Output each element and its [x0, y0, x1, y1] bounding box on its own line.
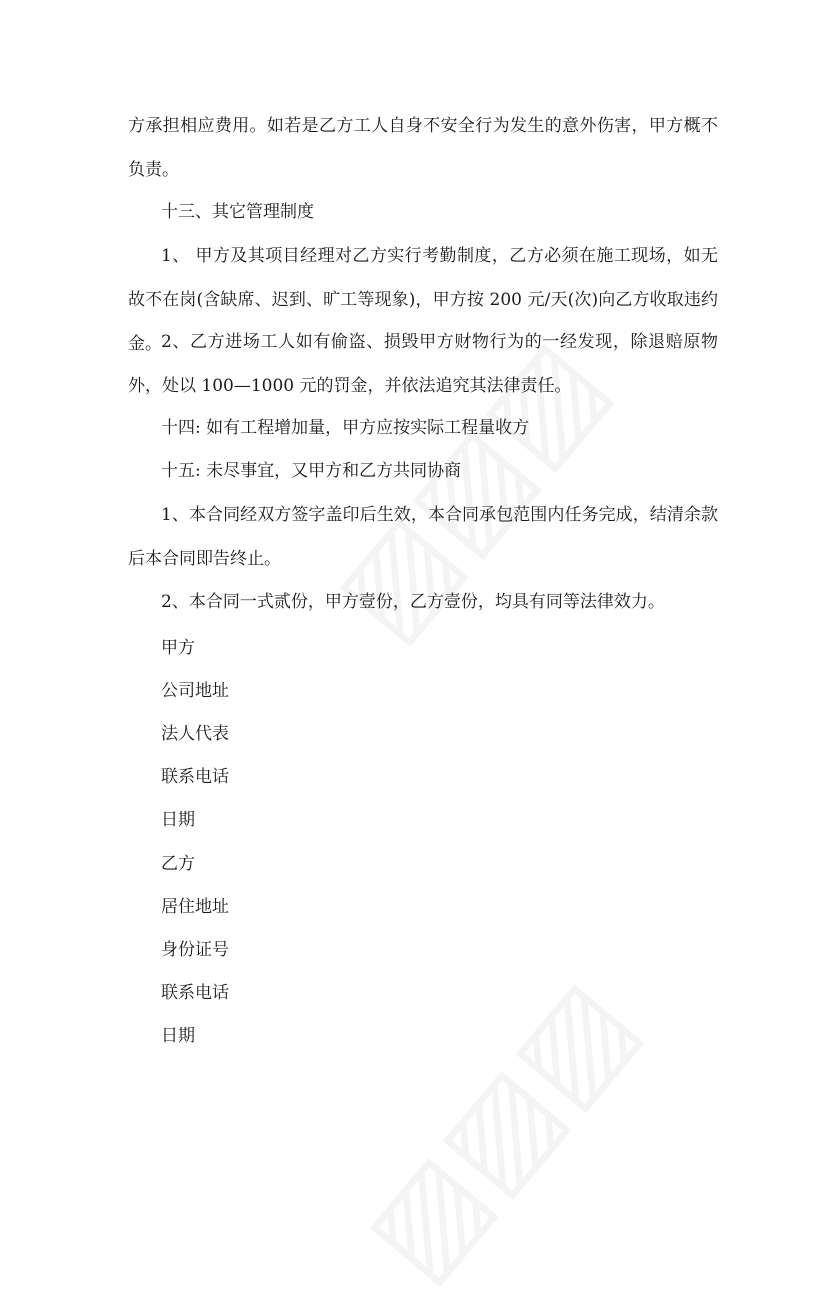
paragraph: 1、本合同经双方签字盖印后生效，本合同承包范围内任务完成，结清余款后本合同即告终止。 — [128, 505, 718, 569]
signature-field-legal-representative: 法人代表 — [161, 724, 229, 744]
paragraph: 方承担相应费用。如若是乙方工人自身不安全行为发生的意外伤害，甲方概不负责。 — [128, 116, 718, 180]
paragraph: 1、 甲方及其项目经理对乙方实行考勤制度，乙方必须在施工现场，如无故不在岗(含缺席、迟到、旷工等现象)，甲方按 200 元/天(次)向乙方收取违约金。 — [128, 246, 718, 354]
signature-field-date-a: 日期 — [161, 810, 195, 830]
section-heading: 十三、其它管理制度 — [161, 202, 314, 222]
signature-field-id-number: 身份证号 — [161, 940, 229, 960]
signature-field-residence-address: 居住地址 — [161, 897, 229, 917]
signature-field-phone-a: 联系电话 — [161, 767, 229, 787]
section-heading: 十五: 未尽事宜，又甲方和乙方共同协商 — [161, 461, 462, 481]
signature-field-company-address: 公司地址 — [161, 681, 229, 701]
signature-field-date-b: 日期 — [161, 1026, 195, 1046]
watermark-mark — [338, 955, 663, 1304]
signature-field-phone-b: 联系电话 — [161, 983, 229, 1003]
signature-field-party-a: 甲方 — [161, 638, 195, 658]
section-heading: 十四: 如有工程增加量，甲方应按实际工程量收方 — [161, 418, 530, 438]
paragraph: 2、乙方进场工人如有偷盗、损毁甲方财物行为的一经发现，除退赔原物外，处以 100—1000 元的罚金，并依法追究其法律责任。 — [128, 332, 718, 396]
paragraph: 2、本合同一式贰份，甲方壹份，乙方壹份，均具有同等法律效力。 — [161, 592, 665, 612]
signature-field-party-b: 乙方 — [161, 854, 195, 874]
